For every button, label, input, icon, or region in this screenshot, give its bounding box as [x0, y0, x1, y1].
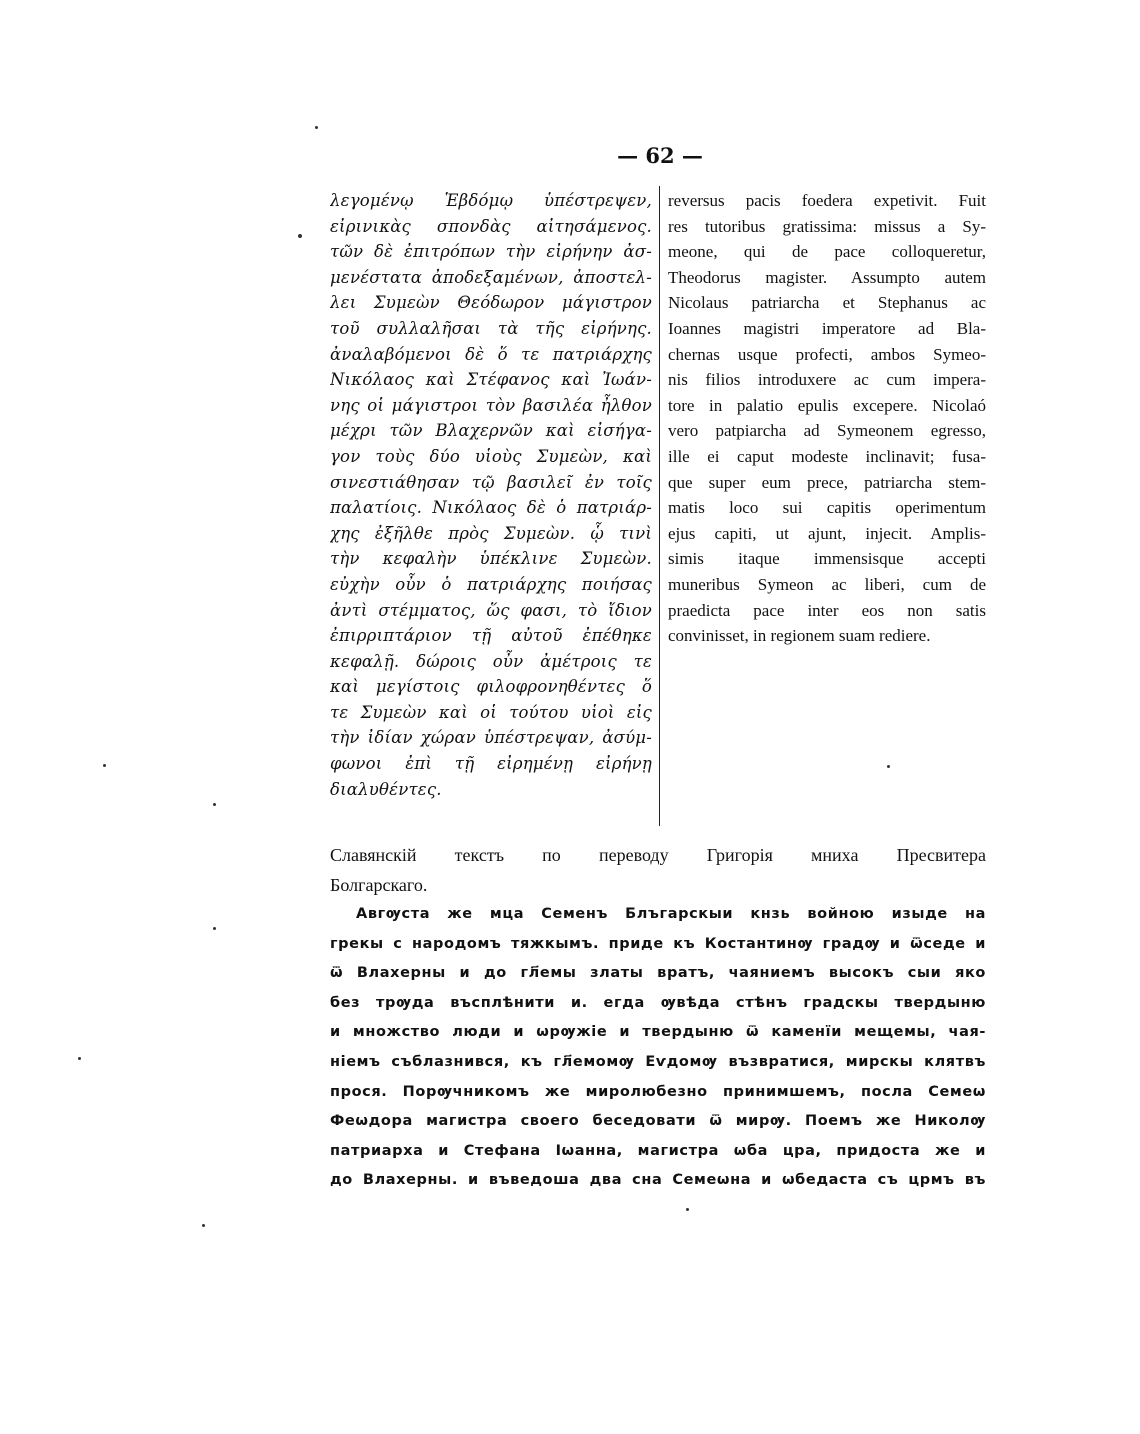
- slavonic-text-line: Авгѹста же мца Семенъ Блъгарскыи кнзь войною изыде на: [356, 906, 986, 922]
- latin-text-line: nis filios introduxere ac cum impera-: [668, 370, 986, 390]
- latin-text-line: ille ei caput modeste inclinavit; fusa-: [668, 446, 986, 466]
- latin-text-line: vero patpiarcha ad Symeonem egresso,: [668, 421, 986, 441]
- slavonic-text-line: патриарха и Стефана Іѡанна, магистра ѡба цра, придоста же и: [330, 1142, 986, 1159]
- latin-text-column: [668, 188, 986, 649]
- slavonic-text-line: грекы с народомъ тяжкымъ. приде къ Костантинѹ градѹ и ѿседе и: [330, 935, 986, 952]
- greek-text-line: κεφαλῇ. δώροις οὖν ἀμέτροις τε: [330, 651, 652, 671]
- latin-text-line: simis itaque immensisque accepti: [668, 549, 986, 569]
- latin-text-line: que super eum prece, patriarcha stem-: [668, 472, 986, 492]
- latin-text-line: reversus pacis foedera expetivit. Fuit: [668, 191, 986, 210]
- greek-text-line: εὐχὴν οὖν ὁ πατριάρχης ποιήσας: [330, 574, 652, 594]
- latin-text-line: muneribus Symeon ac liberi, cum de: [668, 574, 986, 594]
- latin-text-line: matis loco sui capitis operimentum: [668, 498, 986, 518]
- latin-text-line: Theodorus magister. Assumpto autem: [668, 267, 986, 287]
- heading-line: Болгарскаго.: [330, 875, 428, 895]
- scan-speck: [887, 765, 890, 768]
- greek-text-line: τῶν δὲ ἐπιτρόπων τὴν εἰρήνην ἀσ-: [330, 242, 652, 262]
- scan-speck: [202, 1224, 205, 1227]
- slavonic-text-line: прося. Порѹчникомъ же миролюбезно принимшемъ, посла Семеѡ: [330, 1083, 986, 1100]
- scan-speck: [213, 803, 216, 806]
- latin-text-line: ejus capiti, ut ajunt, injecit. Amplis-: [668, 523, 986, 543]
- slavonic-text-block: [330, 900, 986, 1196]
- greek-text-line: λεγομένῳ Ἑβδόμῳ ὑπέστρεψεν,: [330, 191, 652, 210]
- scan-speck: [315, 126, 318, 129]
- greek-text-line: λει Συμεὼν Θεόδωρον μάγιστρον: [330, 293, 652, 313]
- latin-text-line: Ioannes magistri imperatore ad Bla-: [668, 318, 986, 338]
- slavonic-text-line: Феѡдора магистра своего беседовати ѿ мирѹ. Поемъ же Николѹ: [330, 1113, 986, 1130]
- latin-text-line: meone, qui de pace colloqueretur,: [668, 242, 986, 262]
- latin-text-line: convinisset, in regionem suam rediere.: [668, 626, 931, 646]
- latin-text-line: Nicolaus patriarcha et Stephanus ac: [668, 293, 986, 313]
- scan-speck: [78, 1057, 81, 1060]
- greek-text-line: μέχρι τῶν Βλαχερνῶν καὶ εἰσήγα-: [330, 421, 652, 441]
- column-divider: [659, 186, 660, 826]
- latin-text-line: chernas usque profecti, ambos Symeo-: [668, 344, 986, 364]
- slavonic-heading: [330, 840, 986, 900]
- slavonic-text-line: и множство люди и ѡрѹжіе и твердыню ѿ каменїи мещемы, чая-: [330, 1024, 986, 1041]
- slavonic-text-line: до Влахерны. и въведоша два сна Семеѡна и ѡбедаста съ црмъ въ: [330, 1172, 986, 1189]
- greek-text-line: τοῦ συλλαλῆσαι τὰ τῆς εἰρήνης.: [330, 318, 652, 338]
- scan-speck: [298, 234, 302, 238]
- greek-text-line: Νικόλαος καὶ Στέφανος καὶ Ἰωάν-: [330, 370, 652, 390]
- latin-text-line: praedicta pace inter eos non satis: [668, 600, 986, 620]
- greek-text-line: νης οἱ μάγιστροι τὸν βασιλέα ἦλθον: [330, 395, 652, 415]
- scan-speck: [686, 1208, 689, 1211]
- latin-text-line: tore in palatio epulis excepere. Nicolaó: [668, 395, 986, 415]
- slavonic-text-line: ѿ Влахерны и до гл҃емы златы вратъ, чаяниемъ высокъ сыи яко: [330, 965, 986, 982]
- greek-text-column: [330, 188, 652, 802]
- greek-text-line: τὴν ἰδίαν χώραν ὑπέστρεψαν, ἀσύμ-: [330, 728, 652, 748]
- greek-text-line: γον τοὺς δύο υἱοὺς Συμεὼν, καὶ: [330, 446, 652, 466]
- greek-text-line: διαλυθέντες.: [330, 779, 442, 799]
- page-number: — 62 —: [617, 143, 703, 168]
- greek-text-line: ἐπιρριπτάριον τῇ αὐτοῦ ἐπέθηκε: [330, 626, 652, 646]
- latin-text-line: res tutoribus gratissima: missus a Sy-: [668, 216, 986, 236]
- greek-text-line: μενέστατα ἀποδεξαμένων, ἀποστελ-: [330, 267, 652, 287]
- scan-speck: [103, 764, 106, 767]
- greek-text-line: σινεστιάθησαν τῷ βασιλεῖ ἐν τοῖς: [330, 472, 652, 492]
- heading-line: Славянскій текстъ по переводу Григорія мниха Пресвитера: [330, 845, 986, 865]
- greek-text-line: ἀντὶ στέμματος, ὥς φασι, τὸ ἴδιον: [330, 600, 652, 620]
- greek-text-line: φωνοι ἐπὶ τῇ εἰρημένῃ εἰρήνῃ: [330, 754, 652, 774]
- slavonic-text-line: без трѹда въсплѣнити и. егда ѹвѣда стѣнъ градскы твердыню: [330, 994, 986, 1011]
- greek-text-line: ἀναλαβόμενοι δὲ ὅ τε πατριάρχης: [330, 344, 652, 364]
- greek-text-line: χης ἐξῆλθε πρὸς Συμεὼν. ᾧ τινὶ: [330, 523, 652, 543]
- slavonic-text-line: ніемъ съблазнився, къ гл҃емомѹ Еѵдомѹ възвратися, мирскы клятвъ: [330, 1053, 986, 1070]
- greek-text-line: παλατίοις. Νικόλαος δὲ ὁ πατριάρ-: [330, 498, 652, 518]
- greek-text-line: εἰρινικὰς σπονδὰς αἰτησάμενος.: [330, 216, 652, 236]
- greek-text-line: τε Συμεὼν καὶ οἱ τούτου υἱοὶ εἰς: [330, 702, 652, 722]
- greek-text-line: καὶ μεγίστοις φιλοφρονηθέντες ὅ: [330, 677, 652, 697]
- scan-speck: [213, 927, 216, 930]
- greek-text-line: τὴν κεφαλὴν ὑπέκλινε Συμεὼν.: [330, 549, 652, 569]
